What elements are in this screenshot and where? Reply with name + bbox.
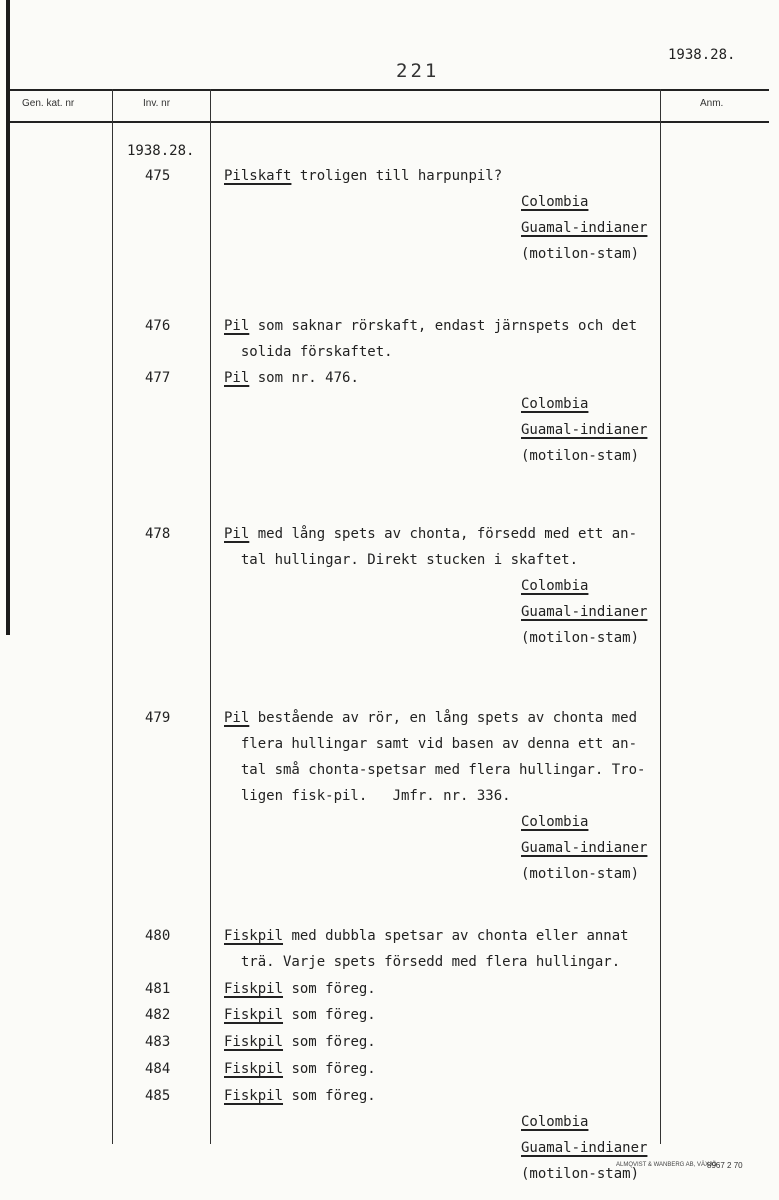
description-line	[224, 954, 620, 970]
object-name: Pilskaft	[224, 168, 292, 184]
location-country: Colombia	[521, 396, 589, 412]
object-name: Pil	[224, 370, 250, 386]
description-line	[224, 552, 578, 568]
description-text: som föreg.	[283, 981, 376, 997]
inventory-number: 478	[145, 526, 171, 542]
description-line	[224, 168, 502, 184]
inventory-number: 481	[145, 981, 171, 997]
description-line	[224, 1034, 376, 1050]
description-line	[224, 1061, 376, 1077]
location-people: Guamal-indianer	[521, 1140, 648, 1156]
inventory-number: 480	[145, 928, 171, 944]
inventory-number: 484	[145, 1061, 171, 1077]
description-line	[224, 736, 637, 752]
object-name: Fiskpil	[224, 1061, 284, 1077]
description-line	[224, 318, 637, 334]
object-name: Pil	[224, 526, 250, 542]
description-text: som nr. 476.	[249, 370, 359, 386]
inventory-number: 485	[145, 1088, 171, 1104]
inventory-number: 483	[145, 1034, 171, 1050]
location-people: Guamal-indianer	[521, 422, 648, 438]
description-line	[224, 344, 393, 360]
description-text: solida förskaftet.	[224, 344, 393, 360]
location-tribe: (motilon-stam)	[521, 1166, 640, 1182]
description-line	[224, 1088, 376, 1104]
object-name: Fiskpil	[224, 981, 284, 997]
section-year: 1938.28.	[127, 143, 195, 159]
description-text: bestående av rör, en lång spets av chonta med	[249, 710, 638, 726]
column-header-inv: Inv. nr	[143, 98, 171, 109]
inventory-number: 475	[145, 168, 171, 184]
column-header-gen-kat: Gen. kat. nr	[22, 98, 75, 109]
description-text: som föreg.	[283, 1061, 376, 1077]
description-line	[224, 981, 376, 997]
description-text: med lång spets av chonta, försedd med ett an-	[249, 526, 638, 542]
object-name: Pil	[224, 318, 250, 334]
description-line	[224, 710, 637, 726]
description-text: trä. Varje spets försedd med flera hullingar.	[224, 954, 621, 970]
printer-code: 8967 2 70	[707, 1161, 743, 1170]
location-tribe: (motilon-stam)	[521, 246, 640, 262]
column-header-anm: Anm.	[700, 98, 724, 109]
description-text: med dubbla spetsar av chonta eller annat	[283, 928, 629, 944]
description-text: troligen till harpunpil?	[291, 168, 503, 184]
column-divider-anm	[660, 89, 661, 1144]
description-line	[224, 1007, 376, 1023]
printer-imprint: ALMQVIST & WANBERG AB, VÄXJÖ	[616, 1162, 717, 1168]
inventory-number: 479	[145, 710, 171, 726]
description-line	[224, 370, 359, 386]
column-divider-desc	[210, 89, 211, 1144]
description-line	[224, 928, 629, 944]
location-people: Guamal-indianer	[521, 604, 648, 620]
description-text: som föreg.	[283, 1034, 376, 1050]
description-text: tal hullingar. Direkt stucken i skaftet.	[224, 552, 579, 568]
column-divider-inv	[112, 89, 113, 1144]
description-text: som saknar rörskaft, endast järnspets och det	[249, 318, 638, 334]
location-country: Colombia	[521, 814, 589, 830]
location-tribe: (motilon-stam)	[521, 448, 640, 464]
object-name: Fiskpil	[224, 1007, 284, 1023]
header-top-rule	[10, 89, 769, 91]
location-tribe: (motilon-stam)	[521, 866, 640, 882]
inventory-number: 482	[145, 1007, 171, 1023]
description-text: flera hullingar samt vid basen av denna ett an-	[224, 736, 638, 752]
inventory-number: 477	[145, 370, 171, 386]
location-people: Guamal-indianer	[521, 840, 648, 856]
location-country: Colombia	[521, 578, 589, 594]
header-year: 1938.28.	[668, 47, 736, 63]
description-line	[224, 788, 511, 804]
description-text: som föreg.	[283, 1007, 376, 1023]
description-line	[224, 526, 637, 542]
page-number: 221	[396, 60, 440, 82]
object-name: Fiskpil	[224, 928, 284, 944]
object-name: Fiskpil	[224, 1034, 284, 1050]
header-bottom-rule	[10, 121, 769, 123]
object-name: Pil	[224, 710, 250, 726]
left-margin-bar	[6, 0, 10, 635]
description-text: ligen fisk-pil. Jmfr. nr. 336.	[224, 788, 511, 804]
description-text: tal små chonta-spetsar med flera hullingar. Tro-	[224, 762, 646, 778]
description-text: som föreg.	[283, 1088, 376, 1104]
location-country: Colombia	[521, 194, 589, 210]
location-people: Guamal-indianer	[521, 220, 648, 236]
location-country: Colombia	[521, 1114, 589, 1130]
inventory-number: 476	[145, 318, 171, 334]
object-name: Fiskpil	[224, 1088, 284, 1104]
description-line	[224, 762, 645, 778]
location-tribe: (motilon-stam)	[521, 630, 640, 646]
